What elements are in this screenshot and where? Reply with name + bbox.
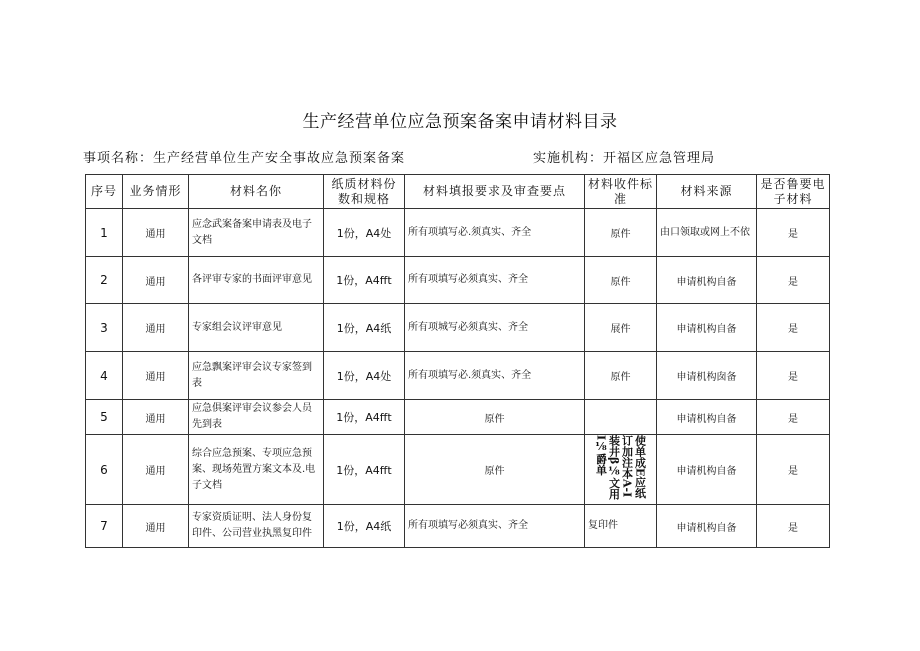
row-standard: 复印件	[585, 505, 657, 548]
row-standard	[585, 400, 657, 435]
header-standard: 材料收件标准	[585, 175, 657, 209]
row-source: 由口领取或网上不依	[657, 209, 757, 257]
table-row	[86, 400, 830, 435]
row-source: 申请机构自备	[657, 400, 757, 435]
row-paper: 1份，A4纸	[324, 304, 405, 352]
row-standard-vertical-text: 使单成E应纸订加注本A-I装井β⅛文用I⅛爵单	[594, 435, 647, 500]
row-standard: 原件	[585, 257, 657, 304]
table-row	[86, 257, 830, 304]
page-title: 生产经营单位应急预案备案申请材料目录	[302, 112, 618, 132]
row-requirement: 原件	[405, 435, 585, 505]
row-electronic: 是	[757, 505, 830, 548]
row-electronic: 是	[757, 209, 830, 257]
row-paper: 1份，A4处	[324, 352, 405, 400]
header-electronic: 是否鲁要电子材料	[757, 175, 830, 209]
row-name: 应急飘案评审会议专家签到表	[189, 352, 324, 400]
row-standard: 原件	[585, 209, 657, 257]
table-row	[86, 435, 830, 505]
row-paper: 1份，A4fft	[324, 435, 405, 505]
header-requirement: 材料填报要求及审查要点	[405, 175, 585, 209]
row-electronic: 是	[757, 352, 830, 400]
row-requirement: 所有项城写必须真实、齐全	[405, 304, 585, 352]
row-source: 申请机构囱备	[657, 352, 757, 400]
row-source: 申请机构自备	[657, 257, 757, 304]
row-requirement: 所有项填写必.须真实、齐全	[405, 352, 585, 400]
row-situation: 通用	[123, 304, 189, 352]
row-name: 专家资质证明、法人身份复印件、公司营业执黑复印件	[189, 505, 324, 548]
row-paper: 1份，A4纸	[324, 505, 405, 548]
row-source: 申请机构自备	[657, 304, 757, 352]
row-no: 1	[86, 209, 123, 257]
row-situation: 通用	[123, 505, 189, 548]
materials-table	[85, 174, 830, 548]
row-no: 6	[86, 435, 123, 505]
row-standard	[585, 435, 657, 505]
table-row	[86, 352, 830, 400]
header-no: 序号	[86, 175, 123, 209]
table-row	[86, 505, 830, 548]
row-no: 3	[86, 304, 123, 352]
table-header-row	[86, 175, 830, 209]
item-name: 事项名称：生产经营单位生产安全事故应急预案备案	[83, 151, 406, 166]
row-paper: 1份，A4处	[324, 209, 405, 257]
table-row	[86, 304, 830, 352]
row-electronic: 是	[757, 400, 830, 435]
row-source: 申请机构自备	[657, 435, 757, 505]
row-situation: 通用	[123, 209, 189, 257]
table-row	[86, 209, 830, 257]
row-no: 5	[86, 400, 123, 435]
row-requirement: 原件	[405, 400, 585, 435]
row-name: 综合应急预案、专项应急预案、现场苑置方案文本及.电子文档	[189, 435, 324, 505]
row-electronic: 是	[757, 304, 830, 352]
row-paper: 1份，A4fft	[324, 257, 405, 304]
row-name: 应念武案备案申请表及电子文档	[189, 209, 324, 257]
header-source: 材料来源	[657, 175, 757, 209]
row-requirement: 所有项填写必.须真实、齐全	[405, 209, 585, 257]
row-situation: 通用	[123, 352, 189, 400]
row-situation: 通用	[123, 257, 189, 304]
header-name: 材料名你	[189, 175, 324, 209]
row-situation: 通用	[123, 400, 189, 435]
row-electronic: 是	[757, 257, 830, 304]
row-paper: 1份，A4fft	[324, 400, 405, 435]
row-electronic: 是	[757, 435, 830, 505]
row-name: 各评审专家的书面评审意见	[189, 257, 324, 304]
row-standard: 展件	[585, 304, 657, 352]
row-no: 2	[86, 257, 123, 304]
row-no: 4	[86, 352, 123, 400]
header-paper: 纸质材料份数和规格	[324, 175, 405, 209]
row-source: 申请机构自备	[657, 505, 757, 548]
header-situation: 业务情形	[123, 175, 189, 209]
row-requirement: 所有项填写必须真实、齐全	[405, 505, 585, 548]
agency-name: 实施机构：开福区应急管理局	[533, 151, 716, 166]
row-standard: 原件	[585, 352, 657, 400]
row-requirement: 所有项填写必须真实、齐全	[405, 257, 585, 304]
row-situation: 通用	[123, 435, 189, 505]
row-no: 7	[86, 505, 123, 548]
row-name: 专家组会议评审意见	[189, 304, 324, 352]
row-name: 应急俱案评审会议参会人员先到表	[189, 400, 324, 435]
